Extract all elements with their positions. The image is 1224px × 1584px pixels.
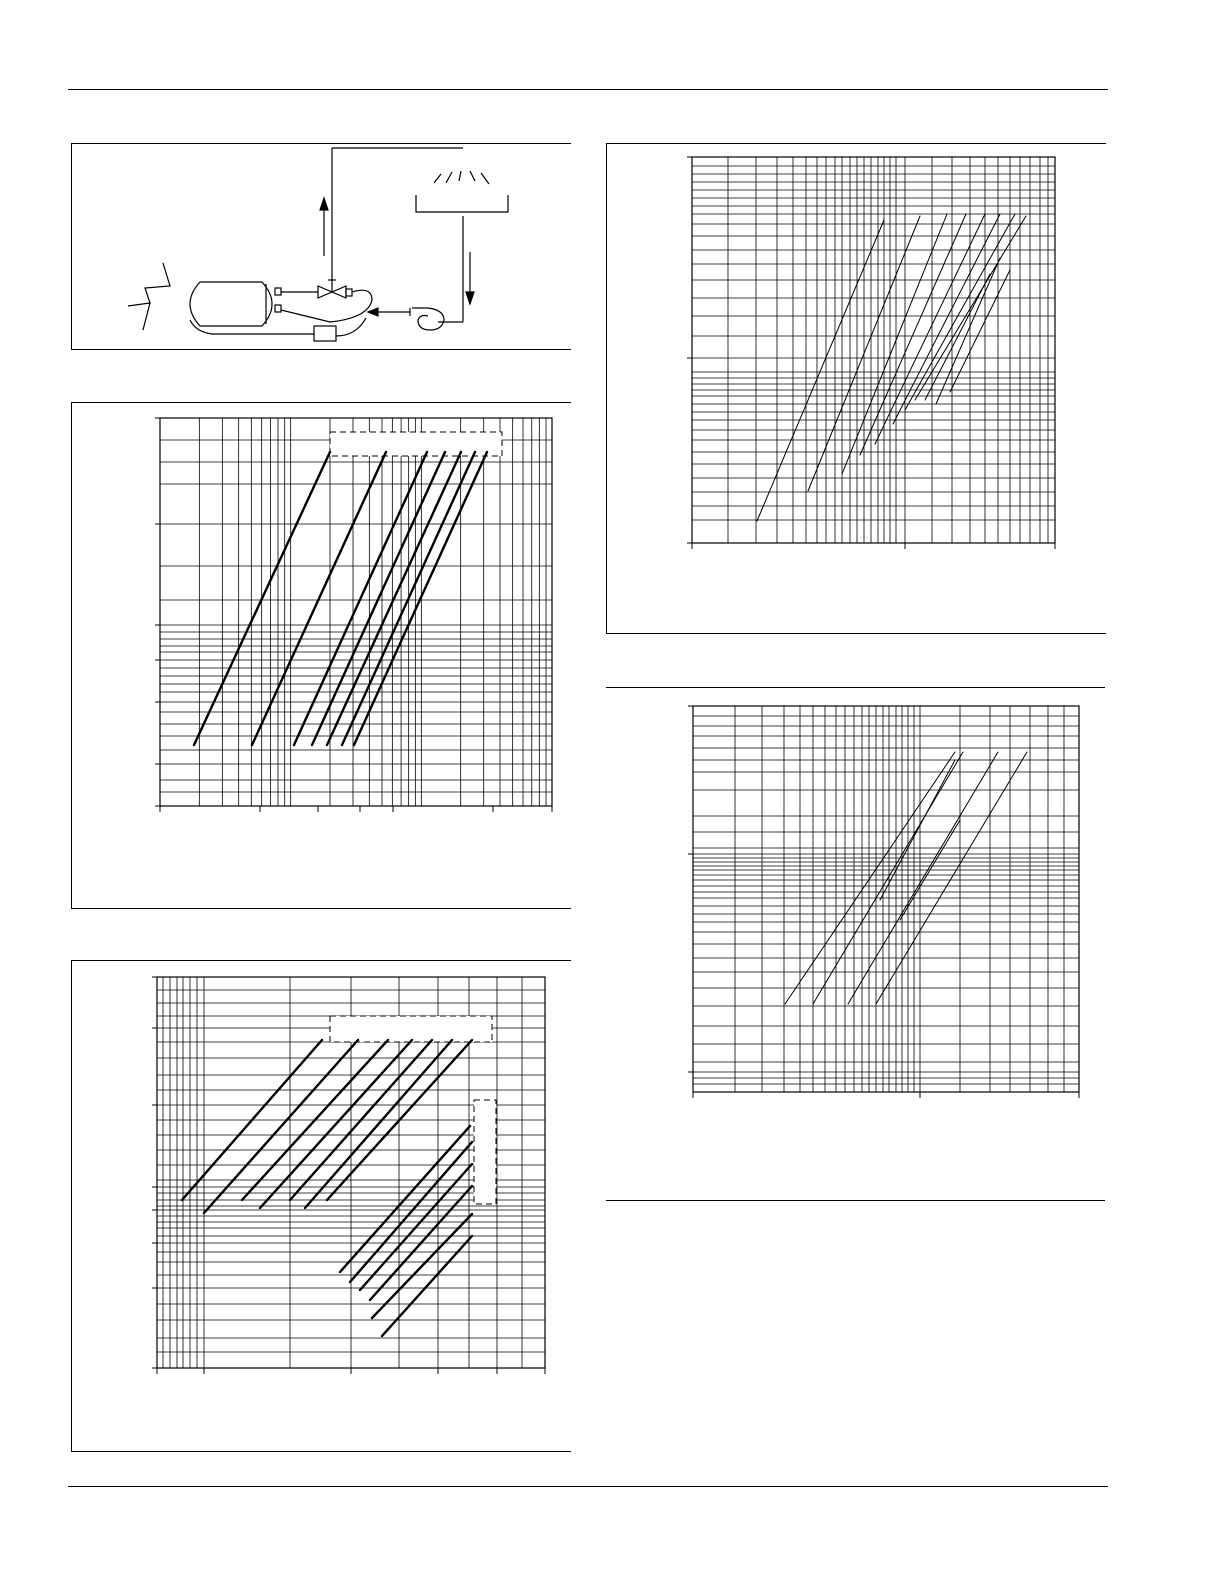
plot-frame (693, 706, 1079, 1092)
series-line (880, 760, 955, 900)
